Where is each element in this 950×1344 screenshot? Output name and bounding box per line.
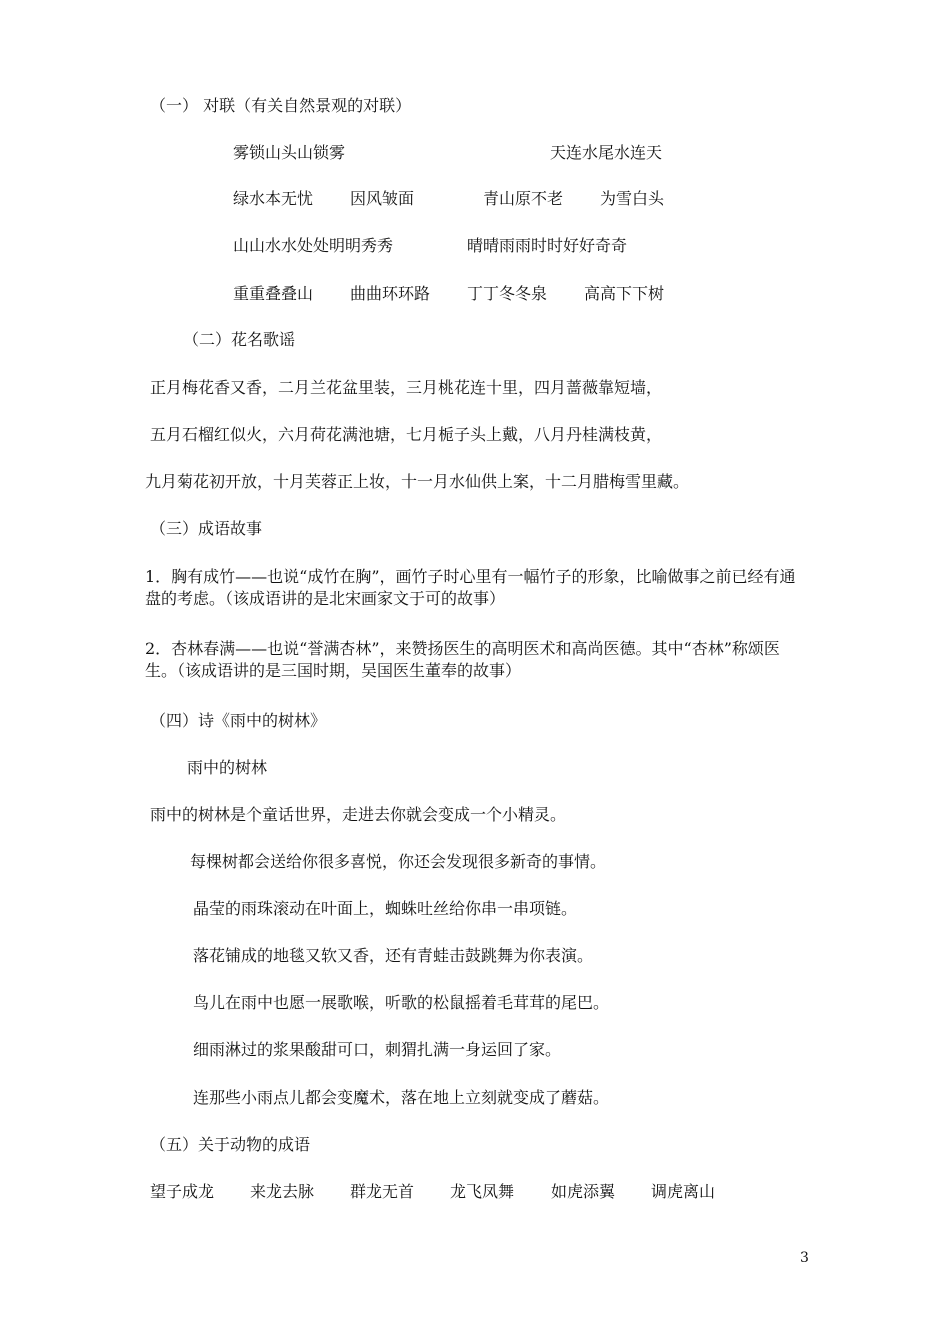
poem-line-5: 鸟儿在雨中也愿一展歌喉，听歌的松鼠摇着毛茸茸的尾巴。 [193, 993, 610, 1012]
couplet-1-right: 天连水尾水连天 [550, 143, 663, 162]
flower-line-1: 正月梅花香又香，二月兰花盆里装，三月桃花连十里，四月蔷薇靠短墙， [150, 378, 663, 397]
idiom-5: 如虎添翼 [551, 1182, 616, 1201]
flower-line-2: 五月石榴红似火，六月荷花满池塘，七月栀子头上戴，八月丹桂满枝黄， [150, 425, 663, 444]
section-2-heading: （二）花名歌谣 [183, 330, 296, 349]
idiom-story-1: 1．胸有成竹——也说“成竹在胸”，画竹子时心里有一幅竹子的形象，比喻做事之前已经有通盘的考虑。（该成语讲的是北宋画家文于可的故事） [145, 567, 796, 608]
poem-line-7: 连那些小雨点儿都会变魔术，落在地上立刻就变成了蘑菇。 [193, 1088, 610, 1107]
idiom-3: 群龙无首 [350, 1182, 415, 1201]
couplet-2-right-b: 为雪白头 [600, 189, 665, 208]
couplet-3-right: 晴晴雨雨时时好好奇奇 [467, 236, 628, 255]
poem-line-3: 晶莹的雨珠滚动在叶面上，蜘蛛吐丝给你串一串项链。 [193, 899, 578, 918]
idiom-1: 望子成龙 [150, 1182, 215, 1201]
page-number: 3 [800, 1250, 809, 1266]
idiom-2: 来龙去脉 [250, 1182, 315, 1201]
idiom-4: 龙飞凤舞 [450, 1182, 515, 1201]
couplet-4-d: 高高下下树 [584, 284, 665, 303]
idiom-story-2: 2．杏林春满——也说“誉满杏林”，来赞扬医生的高明医术和高尚医德。其中“杏林”称颂医生。（该成语讲的是三国时期，吴国医生董奉的故事） [145, 639, 780, 680]
poem-line-2: 每棵树都会送给你很多喜悦，你还会发现很多新奇的事情。 [190, 852, 607, 871]
couplet-2-left-b: 因风皱面 [350, 189, 415, 208]
section-1-heading: （一） 对联（有关自然景观的对联） [150, 96, 412, 115]
couplet-1-left: 雾锁山头山锁雾 [233, 143, 346, 162]
poem-line-6: 细雨淋过的浆果酸甜可口，刺猬扎满一身运回了家。 [193, 1040, 562, 1059]
section-3-heading: （三）成语故事 [150, 519, 263, 538]
section-4-heading: （四）诗《雨中的树林》 [150, 711, 327, 730]
poem-title: 雨中的树林 [187, 758, 268, 777]
couplet-4-a: 重重叠叠山 [233, 284, 314, 303]
section-5-heading: （五）关于动物的成语 [150, 1135, 311, 1154]
couplet-4-c: 丁丁冬冬泉 [467, 284, 548, 303]
flower-line-3: 九月菊花初开放，十月芙蓉正上妆，十一月水仙供上案，十二月腊梅雪里藏。 [145, 472, 690, 491]
couplet-3-left: 山山水水处处明明秀秀 [233, 236, 394, 255]
poem-line-1: 雨中的树林是个童话世界，走进去你就会变成一个小精灵。 [150, 805, 567, 824]
couplet-2-right-a: 青山原不老 [483, 189, 564, 208]
couplet-2-left-a: 绿水本无忧 [233, 189, 314, 208]
poem-line-4: 落花铺成的地毯又软又香，还有青蛙击鼓跳舞为你表演。 [193, 946, 594, 965]
idiom-6: 调虎离山 [651, 1182, 716, 1201]
couplet-4-b: 曲曲环环路 [350, 284, 431, 303]
